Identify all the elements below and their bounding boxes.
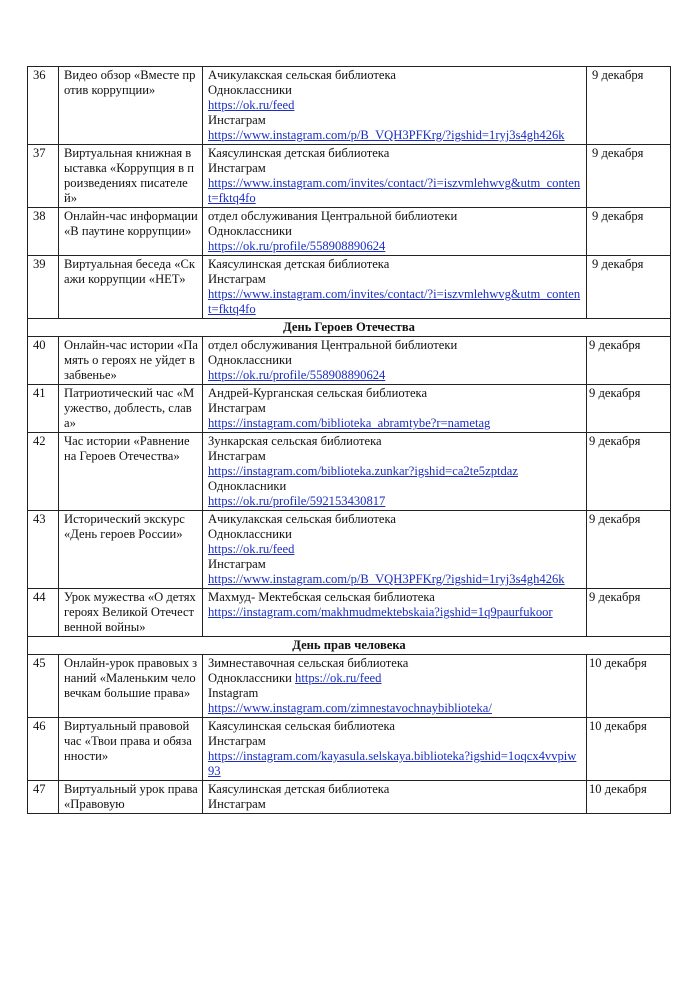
network-label: Инстаграм bbox=[208, 272, 266, 286]
network-label: Инстаграм bbox=[208, 797, 266, 811]
event-title: Видео обзор «Вместе против коррупции» bbox=[59, 67, 203, 145]
row-number: 36 bbox=[28, 67, 59, 145]
row-number: 38 bbox=[28, 208, 59, 256]
library-name: Ачикулакская сельская библиотека bbox=[208, 68, 396, 82]
table-row bbox=[28, 655, 671, 718]
event-date: 9 декабря bbox=[587, 67, 671, 145]
event-link[interactable]: https://www.instagram.com/p/B_VQH3PFKrg/?igshid=1ryj3s4gh426k bbox=[208, 572, 565, 586]
event-date: 9 декабря bbox=[587, 145, 671, 208]
network-label: Одноклассники bbox=[208, 83, 292, 97]
table-row bbox=[28, 67, 671, 145]
event-venue bbox=[203, 256, 587, 319]
table-row bbox=[28, 337, 671, 385]
event-title: Патриотический час «Мужество, доблесть, слава» bbox=[59, 385, 203, 433]
row-number: 44 bbox=[28, 589, 59, 637]
event-link[interactable]: https://instagram.com/makhmudmektebskaia?igshid=1q9paurfukoor bbox=[208, 605, 553, 619]
event-title: Виртуальная беседа «Скажи коррупции «НЕТ» bbox=[59, 256, 203, 319]
event-link[interactable]: https://www.instagram.com/p/B_VQH3PFKrg/?igshid=1ryj3s4gh426k bbox=[208, 128, 565, 142]
row-number: 47 bbox=[28, 781, 59, 814]
event-link[interactable]: https://ok.ru/feed bbox=[208, 98, 295, 112]
network-label: Инстаграм bbox=[208, 161, 266, 175]
row-number: 40 bbox=[28, 337, 59, 385]
table-row bbox=[28, 145, 671, 208]
event-link[interactable]: https://instagram.com/biblioteka_abramtybe?r=nametag bbox=[208, 416, 491, 430]
event-link[interactable]: https://ok.ru/feed bbox=[208, 542, 295, 556]
library-name: Андрей-Курганская сельская библиотека bbox=[208, 386, 428, 400]
event-date: 10 декабря bbox=[587, 655, 671, 718]
section-row bbox=[28, 637, 671, 655]
row-number: 39 bbox=[28, 256, 59, 319]
event-venue bbox=[203, 718, 587, 781]
event-venue bbox=[203, 208, 587, 256]
table-row bbox=[28, 589, 671, 637]
table-row bbox=[28, 256, 671, 319]
event-date: 10 декабря bbox=[587, 781, 671, 814]
events-table bbox=[27, 66, 671, 814]
row-number: 41 bbox=[28, 385, 59, 433]
network-label: Однокласники bbox=[208, 479, 287, 493]
row-number: 43 bbox=[28, 511, 59, 589]
network-label: Инстаграм bbox=[208, 113, 266, 127]
row-number: 46 bbox=[28, 718, 59, 781]
event-title: Час истории «Равнение на Героев Отечества» bbox=[59, 433, 203, 511]
section-heading: День Героев Отечества bbox=[28, 319, 671, 337]
event-venue bbox=[203, 67, 587, 145]
row-number: 42 bbox=[28, 433, 59, 511]
network-label: Одноклассники bbox=[208, 224, 292, 238]
event-link[interactable]: https://www.instagram.com/zimnestavochnaybiblioteka/ bbox=[208, 701, 492, 715]
library-name: Зункарская сельская библиотека bbox=[208, 434, 382, 448]
event-title: Онлайн-урок правовых знаний «Маленьким человечкам большие права» bbox=[59, 655, 203, 718]
event-link[interactable]: https://instagram.com/biblioteka.zunkar?igshid=ca2te5zptdaz bbox=[208, 464, 518, 478]
event-link[interactable]: https://ok.ru/profile/558908890624 bbox=[208, 368, 386, 382]
event-date: 9 декабря bbox=[587, 433, 671, 511]
event-title: Виртуальный правовой час «Твои права и обязанности» bbox=[59, 718, 203, 781]
event-link[interactable]: https://ok.ru/profile/592153430817 bbox=[208, 494, 386, 508]
library-name: Ачикулакская сельская библиотека bbox=[208, 512, 396, 526]
library-name: Каясулинская детская библиотека bbox=[208, 257, 390, 271]
event-venue bbox=[203, 145, 587, 208]
event-link[interactable]: https://www.instagram.com/invites/contact/?i=iszvmlehwvg&utm_content=fktq4fo bbox=[208, 287, 581, 316]
event-venue bbox=[203, 655, 587, 718]
event-link[interactable]: https://ok.ru/feed bbox=[295, 671, 382, 685]
event-date: 9 декабря bbox=[587, 511, 671, 589]
library-name: отдел обслуживания Центральной библиотеки bbox=[208, 338, 458, 352]
library-name: Зимнеставочная сельская библиотека bbox=[208, 656, 409, 670]
event-title: Онлайн-час истории «Память о героях не уйдет в забвенье» bbox=[59, 337, 203, 385]
network-label: Инстаграм bbox=[208, 401, 266, 415]
event-title: Виртуальная книжная выставка «Коррупция в произведениях писателей» bbox=[59, 145, 203, 208]
row-number: 37 bbox=[28, 145, 59, 208]
table-row bbox=[28, 433, 671, 511]
library-name: Каясулинская детская библиотека bbox=[208, 782, 390, 796]
event-date: 9 декабря bbox=[587, 208, 671, 256]
event-title: Виртуальный урок права «Правовую bbox=[59, 781, 203, 814]
network-label: Instagram bbox=[208, 686, 259, 700]
event-venue bbox=[203, 589, 587, 637]
event-date: 9 декабря bbox=[587, 256, 671, 319]
event-venue bbox=[203, 433, 587, 511]
table-row bbox=[28, 718, 671, 781]
network-label: Инстаграм bbox=[208, 449, 266, 463]
event-link[interactable]: https://www.instagram.com/invites/contact/?i=iszvmlehwvg&utm_content=fktq4fo bbox=[208, 176, 581, 205]
event-link[interactable]: https://instagram.com/kayasula.selskaya.biblioteka?igshid=1oqcx4vvpiw93 bbox=[208, 749, 577, 778]
table-row bbox=[28, 208, 671, 256]
network-label: Одноклассники bbox=[208, 353, 292, 367]
event-venue bbox=[203, 385, 587, 433]
section-heading: День прав человека bbox=[28, 637, 671, 655]
network-label: Инстаграм bbox=[208, 734, 266, 748]
library-name: отдел обслуживания Центральной библиотеки bbox=[208, 209, 458, 223]
library-name: Махмуд- Мектебская сельская библиотека bbox=[208, 590, 435, 604]
section-row bbox=[28, 319, 671, 337]
event-venue bbox=[203, 337, 587, 385]
library-name: Каясулинская сельская библиотека bbox=[208, 719, 396, 733]
event-title: Урок мужества «О детях героях Великой Отечественной войны» bbox=[59, 589, 203, 637]
network-label: Инстаграм bbox=[208, 557, 266, 571]
event-date: 9 декабря bbox=[587, 385, 671, 433]
table-row bbox=[28, 511, 671, 589]
event-date: 10 декабря bbox=[587, 718, 671, 781]
table-row bbox=[28, 781, 671, 814]
event-link[interactable]: https://ok.ru/profile/558908890624 bbox=[208, 239, 386, 253]
row-number: 45 bbox=[28, 655, 59, 718]
table-row bbox=[28, 385, 671, 433]
event-date: 9 декабря bbox=[587, 337, 671, 385]
network-label: Одноклассники bbox=[208, 671, 292, 685]
event-date: 9 декабря bbox=[587, 589, 671, 637]
event-venue bbox=[203, 781, 587, 814]
library-name: Каясулинская детская библиотека bbox=[208, 146, 390, 160]
event-title: Исторический экскурс «День героев России» bbox=[59, 511, 203, 589]
network-label: Одноклассники bbox=[208, 527, 292, 541]
event-title: Онлайн-час информации «В паутине коррупции» bbox=[59, 208, 203, 256]
event-venue bbox=[203, 511, 587, 589]
